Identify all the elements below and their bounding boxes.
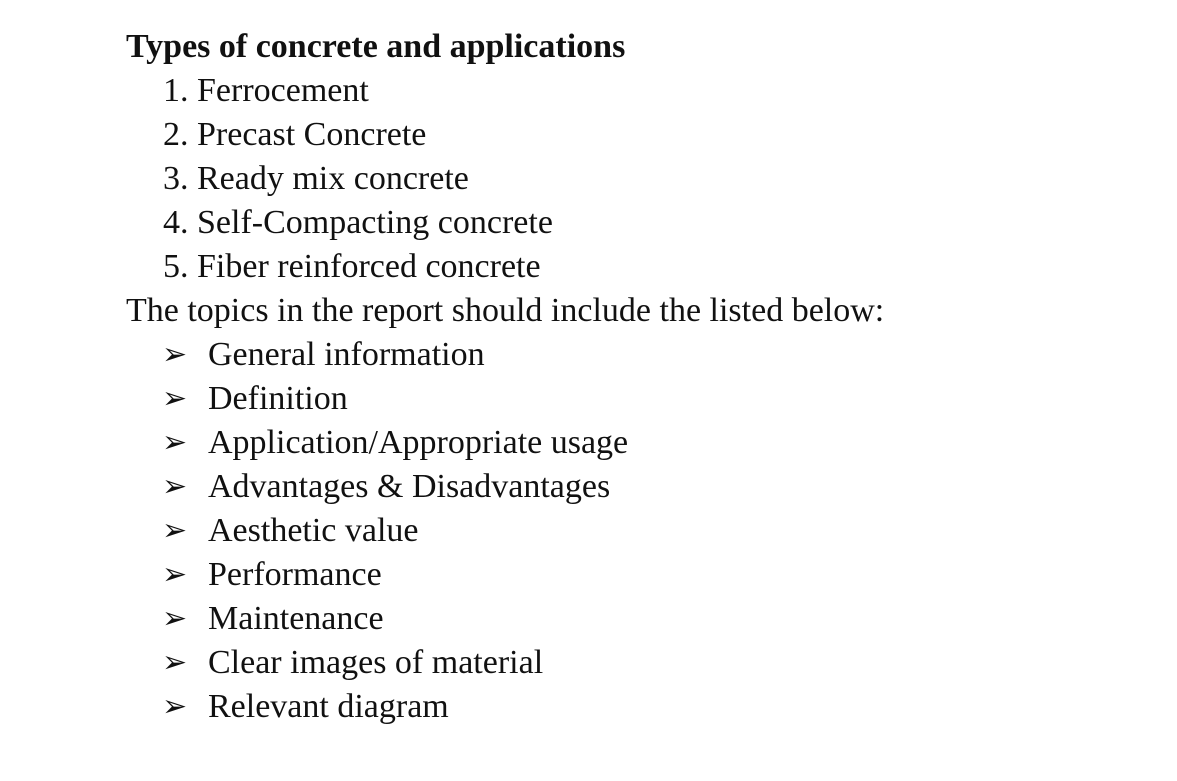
list-item [126, 597, 1126, 641]
list-number: 2. [163, 116, 189, 153]
topic-label: Aesthetic value [208, 512, 419, 549]
list-item [126, 465, 1126, 509]
list-item-label: Ferrocement [197, 72, 369, 109]
list-item-label: Ready mix concrete [197, 160, 469, 197]
list-item [126, 421, 1126, 465]
list-item [126, 553, 1126, 597]
arrow-bullet-icon: ➢ [162, 337, 188, 372]
list-item [126, 333, 1126, 377]
list-item [126, 509, 1126, 553]
list-number: 1. [163, 72, 189, 109]
arrow-bullet-icon: ➢ [162, 469, 188, 504]
arrow-bullet-icon: ➢ [162, 381, 188, 416]
topic-label: Performance [208, 556, 382, 593]
list-item-label: Precast Concrete [197, 116, 427, 153]
arrow-bullet-icon: ➢ [162, 645, 188, 680]
list-item [126, 157, 1126, 201]
list-item-label: Fiber reinforced concrete [197, 248, 541, 285]
concrete-types-list [126, 69, 1126, 289]
topic-label: Definition [208, 380, 348, 417]
topic-label: Maintenance [208, 600, 384, 637]
list-item [126, 245, 1126, 289]
list-number: 4. [163, 204, 189, 241]
list-item [126, 69, 1126, 113]
arrow-bullet-icon: ➢ [162, 425, 188, 460]
arrow-bullet-icon: ➢ [162, 601, 188, 636]
topic-label: General information [208, 336, 485, 373]
arrow-bullet-icon: ➢ [162, 557, 188, 592]
topic-label: Advantages & Disadvantages [208, 468, 611, 505]
list-item [126, 685, 1126, 729]
list-number: 5. [163, 248, 189, 285]
arrow-bullet-icon: ➢ [162, 513, 188, 548]
document-body [126, 25, 1126, 729]
arrow-bullet-icon: ➢ [162, 689, 188, 724]
list-item [126, 113, 1126, 157]
list-item [126, 377, 1126, 421]
topic-label: Relevant diagram [208, 688, 449, 725]
topics-list [126, 333, 1126, 729]
topic-label: Clear images of material [208, 644, 544, 681]
list-item [126, 201, 1126, 245]
list-number: 3. [163, 160, 189, 197]
list-item [126, 641, 1126, 685]
document-heading: Types of concrete and applications [126, 28, 626, 65]
topic-label: Application/Appropriate usage [208, 424, 629, 461]
topics-intro: The topics in the report should include the listed below: [126, 292, 885, 329]
list-item-label: Self-Compacting concrete [197, 204, 553, 241]
